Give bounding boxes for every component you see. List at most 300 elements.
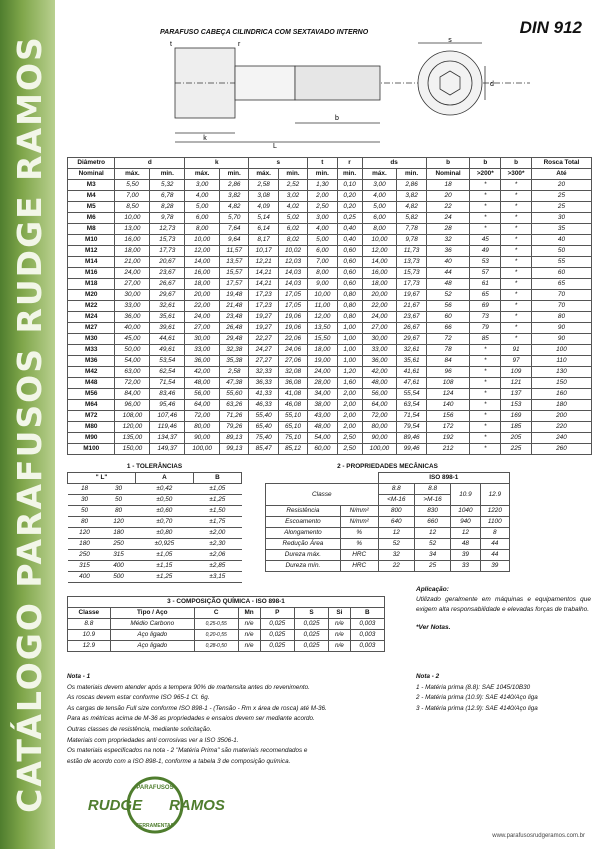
comp-cell: n/e [238,641,260,652]
col-ds: ds [362,158,426,169]
table-cell: 79,54 [397,422,426,433]
table-cell: 55 [531,257,591,268]
property-cell: Dureza mín. [266,561,341,572]
table-cell: 5,00 [362,202,397,213]
tolerance-cell: 120 [68,528,102,539]
table-cell: * [501,213,532,224]
table-cell: 63,54 [397,400,426,411]
table-cell: 6,78 [150,191,185,202]
property-cell: 12 [451,528,480,539]
table-cell: 260 [531,444,591,455]
table-cell: 2,50 [337,444,362,455]
table-cell: 0,60 [337,246,362,257]
table-cell: 100,00 [362,444,397,455]
table-cell: 40 [426,257,470,268]
table-cell: M56 [68,389,115,400]
comp-cell: 10.9 [68,630,111,641]
table-cell: 240 [531,433,591,444]
table-cell: 130 [531,367,591,378]
tolerance-cell: ±0,70 [136,517,194,528]
comp-header: Tipo / Aço [110,608,194,619]
property-row [266,539,510,550]
table-cell: 29,48 [220,334,249,345]
table-cell: 24 [426,213,470,224]
property-cell: Escoamento [266,517,341,528]
tolerance-title: 1 - TOLERÂNCIAS [126,463,183,471]
table-cell: * [470,400,501,411]
note-1-line: Para as métricas acima de M-36 as propriedades e ensaios devem ser mediante acordo. [67,715,315,723]
screw-drawing [150,38,580,150]
table-cell: * [470,378,501,389]
table-cell: 22,27 [249,334,278,345]
tolerance-cell: ±0,80 [136,528,194,539]
table-cell: 25 [531,191,591,202]
comp-header: S [294,608,328,619]
table-cell: 3,00 [362,180,397,191]
table-cell: 3,82 [397,191,426,202]
table-cell: 83,46 [150,389,185,400]
table-cell: 1,00 [337,334,362,345]
table-cell: * [501,257,532,268]
table-cell: 9,64 [220,235,249,246]
table-cell: 55,54 [397,389,426,400]
tolerance-cell: ±0,42 [136,484,194,495]
property-cell: N/mm² [340,517,378,528]
table-cell: 8,00 [308,268,337,279]
property-row [266,517,510,528]
table-cell: 48,00 [185,378,220,389]
table-cell: 135,00 [115,433,150,444]
col-d: d [115,158,185,169]
table-cell: 43,00 [308,411,337,422]
table-cell: 8,00 [362,224,397,235]
table-row [68,246,592,257]
table-cell: 15,57 [220,268,249,279]
logo-right: RAMOS [169,797,225,814]
table-cell: 48,00 [362,378,397,389]
table-row [68,323,592,334]
tolerance-cell: ±1,25 [193,495,241,506]
table-cell: 100 [531,345,591,356]
table-cell: M16 [68,268,115,279]
tolerance-cell: ±0,50 [136,495,194,506]
table-cell: M3 [68,180,115,191]
table-cell: 2,52 [278,180,307,191]
table-cell: 19,06 [278,323,307,334]
table-cell: 26,67 [397,323,426,334]
table-cell: 12,03 [278,257,307,268]
table-cell: 11,73 [397,246,426,257]
table-cell: 6,14 [249,224,278,235]
property-cell: Resistência [266,506,341,517]
tol-col-A: A [136,473,194,484]
table-cell: 2,50 [308,202,337,213]
table-cell: 121 [501,378,532,389]
property-cell: 39 [480,561,509,572]
table-row [68,345,592,356]
table-cell: 28,00 [308,378,337,389]
table-cell: 69 [470,301,501,312]
property-cell: 25 [414,561,450,572]
table-cell: 55,60 [220,389,249,400]
header-cell: Nominal [426,169,470,180]
tolerance-cell: 30 [68,495,102,506]
table-cell: 156 [426,411,470,422]
table-cell: 0,40 [337,224,362,235]
property-cell: 48 [451,539,480,550]
table-cell: * [470,433,501,444]
table-cell: 52 [426,290,470,301]
table-cell: 0,60 [337,257,362,268]
table-cell: 41,61 [397,367,426,378]
note-2 [416,672,596,714]
header-cell: Até [531,169,591,180]
table-cell: 13,50 [308,323,337,334]
table-cell: 17,05 [278,290,307,301]
table-cell: 2,86 [397,180,426,191]
table-cell: 2,58 [220,367,249,378]
dim-k: k [203,135,207,142]
header-cell: min. [308,169,337,180]
table-cell: 32,61 [150,301,185,312]
table-cell: 10,00 [308,290,337,301]
comp-cell: 0,025 [260,619,294,630]
table-cell: 32,33 [249,367,278,378]
table-cell: 42,00 [185,367,220,378]
col-s: s [249,158,308,169]
table-cell: 70 [531,290,591,301]
table-row [68,422,592,433]
table-cell: 35,61 [150,312,185,323]
tolerance-cell: 50 [102,495,136,506]
table-cell: 2,58 [249,180,278,191]
table-cell: 2,00 [337,411,362,422]
table-cell: * [501,279,532,290]
table-cell: 4,00 [308,224,337,235]
table-cell: 150 [531,378,591,389]
table-cell: 19,48 [220,290,249,301]
table-cell: 63,00 [115,367,150,378]
table-cell: 169 [501,411,532,422]
table-cell: 12,00 [185,246,220,257]
tolerance-cell: 400 [68,572,102,583]
tolerance-cell: ±1,75 [193,517,241,528]
table-cell: 225 [501,444,532,455]
table-cell: 27,27 [249,356,278,367]
tolerance-cell: 18 [68,484,102,495]
table-cell: * [470,411,501,422]
table-row [68,433,592,444]
table-cell: 44 [426,268,470,279]
table-cell: * [470,356,501,367]
property-cell: 660 [414,517,450,528]
table-cell: 0,10 [337,180,362,191]
table-cell: * [470,345,501,356]
table-cell: 24,00 [308,367,337,378]
table-cell: 71,54 [150,378,185,389]
property-cell: 640 [378,517,414,528]
table-cell: M18 [68,279,115,290]
table-cell: 13,00 [115,224,150,235]
table-cell: 91 [501,345,532,356]
din-code: DIN 912 [519,18,582,37]
table-cell: 14,21 [249,268,278,279]
property-cell: 1040 [451,506,480,517]
comp-cell: n/e [329,630,350,641]
table-cell: 6,00 [362,213,397,224]
dim-r: r [238,41,241,48]
table-cell: 120,00 [115,422,150,433]
table-cell: 5,14 [249,213,278,224]
table-cell: 30,00 [185,334,220,345]
header-cell: min. [278,169,307,180]
comp-row [68,619,385,630]
table-cell: 23,48 [220,312,249,323]
sidebar-title: CATÁLOGO PARAFUSOS RUDGE RAMOS [10,35,49,813]
table-cell: 65,10 [278,422,307,433]
tolerance-row [68,561,242,572]
comp-row [68,630,385,641]
dim-t: t [170,41,172,48]
tolerance-cell: 80 [68,517,102,528]
table-cell: 3,08 [249,191,278,202]
table-row [68,268,592,279]
table-cell: 34,00 [308,389,337,400]
table-cell: 26,48 [220,323,249,334]
table-cell: 17,05 [278,301,307,312]
table-cell: 16,00 [362,268,397,279]
table-cell: 33,00 [115,301,150,312]
header-cell: máx. [249,169,278,180]
table-cell: 1,20 [337,367,362,378]
table-cell: 50 [531,246,591,257]
table-row [68,301,592,312]
table-cell: 4,09 [249,202,278,213]
table-cell: 108 [426,378,470,389]
table-cell: 66 [426,323,470,334]
property-cell: 33 [451,561,480,572]
table-cell: 18,00 [115,246,150,257]
table-cell: 60 [531,268,591,279]
property-cell: 52 [378,539,414,550]
tolerance-cell: 50 [68,506,102,517]
table-cell: 36,08 [278,378,307,389]
property-cell: 32 [378,550,414,561]
table-cell: 153 [501,400,532,411]
table-cell: 4,00 [185,191,220,202]
table-cell: M80 [68,422,115,433]
table-cell: 35 [531,224,591,235]
tolerance-row [68,517,242,528]
table-cell: 0,25 [337,213,362,224]
table-cell: * [470,202,501,213]
table-cell: 8,17 [249,235,278,246]
table-cell: 7,00 [308,257,337,268]
property-cell: HRC [340,561,378,572]
table-cell: M48 [68,378,115,389]
table-cell: 19,06 [278,312,307,323]
table-cell: 16,00 [185,268,220,279]
table-cell: 134,37 [150,433,185,444]
table-cell: 10,17 [249,246,278,257]
table-cell: 17,73 [397,279,426,290]
tolerance-cell: 250 [102,539,136,550]
table-cell: 55,40 [249,411,278,422]
header-cell: min. [337,169,362,180]
tolerance-cell: ±1,05 [193,484,241,495]
table-cell: 9,78 [397,235,426,246]
table-cell: 71,26 [220,411,249,422]
table-cell: 19,27 [249,312,278,323]
table-cell: 90 [531,334,591,345]
comp-cell: n/e [329,641,350,652]
table-row [68,224,592,235]
table-cell: 4,00 [362,191,397,202]
table-row [68,191,592,202]
property-cell: 940 [451,517,480,528]
table-cell: 39,61 [150,323,185,334]
comp-cell: Aço ligado [110,641,194,652]
prop-c88b: 8.8 [414,484,450,495]
prop-classe: Classe [266,484,379,506]
tolerance-row [68,506,242,517]
table-cell: 10,00 [362,235,397,246]
property-cell: 800 [378,506,414,517]
table-row [68,279,592,290]
table-cell: 60,00 [308,444,337,455]
table-cell: M4 [68,191,115,202]
table-cell: 32,08 [278,367,307,378]
table-cell: 8,50 [115,202,150,213]
table-cell: 36,33 [249,378,278,389]
table-cell: 72,00 [185,411,220,422]
comp-cell: 0,003 [350,630,384,641]
table-cell: 20,00 [362,290,397,301]
tolerance-cell: ±1,25 [136,572,194,583]
table-cell: 65 [531,279,591,290]
table-cell: M27 [68,323,115,334]
table-cell: 15,73 [397,268,426,279]
table-cell: 90,00 [185,433,220,444]
table-cell: 20 [531,180,591,191]
table-row [68,257,592,268]
table-cell: 180 [531,400,591,411]
comp-header: Si [329,608,350,619]
table-cell: 5,50 [115,180,150,191]
table-cell: 44,61 [150,334,185,345]
table-cell: 56,00 [185,389,220,400]
header-cell: min. [220,169,249,180]
tolerance-row [68,528,242,539]
table-cell: 54,00 [115,356,150,367]
table-cell: 100,00 [185,444,220,455]
table-cell: * [470,224,501,235]
table-cell: 9,78 [150,213,185,224]
table-cell: 79 [470,323,501,334]
property-cell: Dureza máx. [266,550,341,561]
table-cell: M22 [68,301,115,312]
table-cell: * [470,213,501,224]
table-cell: 49,61 [150,345,185,356]
table-row [68,334,592,345]
table-cell: 9,00 [308,279,337,290]
dim-L: L [273,143,277,150]
table-cell: 8,02 [278,235,307,246]
table-cell: 89,46 [397,433,426,444]
table-cell: 5,82 [397,213,426,224]
table-cell: * [501,191,532,202]
table-cell: 20 [426,191,470,202]
header-cell: >200* [470,169,501,180]
table-cell: 63,26 [220,400,249,411]
tolerance-cell: ±1,15 [136,561,194,572]
table-cell: 1,00 [337,356,362,367]
table-cell: 24,00 [185,312,220,323]
table-cell: M33 [68,345,115,356]
tolerance-cell: ±2,06 [193,550,241,561]
comp-cell: n/e [238,619,260,630]
table-cell: 0,80 [337,290,362,301]
table-cell: 27,00 [362,323,397,334]
tolerance-cell: ±2,00 [193,528,241,539]
table-cell: 12,00 [362,246,397,257]
table-cell: 32,61 [397,345,426,356]
table-cell: 17,57 [220,279,249,290]
prop-title: 2 - PROPRIEDADES MECÂNICAS [337,463,438,471]
table-cell: M14 [68,257,115,268]
table-cell: 55,10 [278,411,307,422]
property-cell: 22 [378,561,414,572]
table-cell: * [501,301,532,312]
table-cell: * [470,389,501,400]
table-cell: 33,00 [185,345,220,356]
tolerance-row [68,550,242,561]
table-cell: M100 [68,444,115,455]
table-cell: M36 [68,356,115,367]
comp-cell: 8.8 [68,619,111,630]
table-cell: 220 [531,422,591,433]
tolerance-cell: 30 [102,484,136,495]
note-1 [67,672,397,767]
dimensions-table [67,157,592,455]
table-cell: * [501,180,532,191]
table-cell: 2,50 [337,433,362,444]
table-cell: 50,00 [115,345,150,356]
table-row [68,312,592,323]
table-cell: 27,06 [278,356,307,367]
table-cell: 75,40 [249,433,278,444]
table-cell: 84,00 [115,389,150,400]
table-cell: 54,00 [308,433,337,444]
table-row [68,290,592,301]
col-b2: b [470,158,501,169]
prop-c88a: 8.8 [378,484,414,495]
table-cell: * [470,180,501,191]
table-cell: 11,00 [308,301,337,312]
comp-header: C [194,608,238,619]
dim-d: d [490,81,494,88]
table-cell: 42,00 [362,367,397,378]
property-cell: 44 [480,539,509,550]
property-cell: 12 [378,528,414,539]
table-cell: * [501,235,532,246]
property-cell: % [340,539,378,550]
table-cell: 14,03 [278,268,307,279]
table-cell: 0,60 [337,279,362,290]
table-cell: 21,48 [220,301,249,312]
property-cell: 39 [451,550,480,561]
prop-c109: 10.9 [451,484,480,506]
